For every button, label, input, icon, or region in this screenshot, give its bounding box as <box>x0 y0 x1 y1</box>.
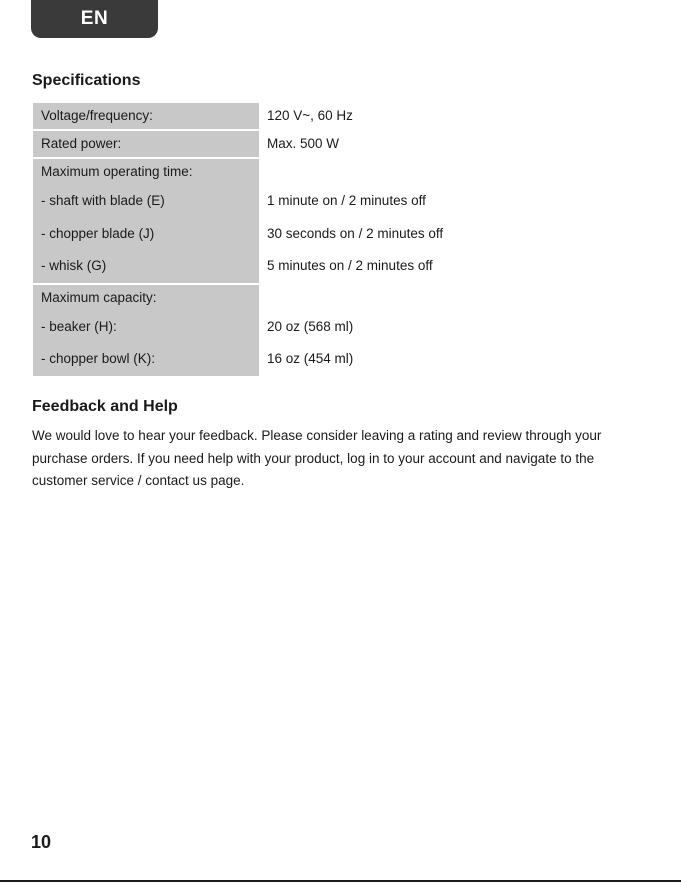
spec-label-cell <box>33 131 259 157</box>
spec-value-cell <box>259 159 473 283</box>
spec-sub-label: - whisk (G) <box>41 258 107 273</box>
spec-value: 120 V~, 60 Hz <box>267 108 353 123</box>
spec-row-power <box>33 131 473 157</box>
feedback-paragraph: We would love to hear your feedback. Please consider leaving a rating and review through your purchase orders. If you need help with your product, log in to your account and navigate to the customer service / contact us page. <box>32 428 602 488</box>
spec-sub-value: 5 minutes on / 2 minutes off <box>267 258 433 273</box>
spec-label-cell <box>33 159 259 283</box>
spec-label: Maximum operating time: <box>41 164 193 179</box>
spec-value-cell <box>259 131 473 157</box>
spec-sub-value: 30 seconds on / 2 minutes off <box>267 225 444 241</box>
spec-sub-label: - shaft with blade (E) <box>41 193 165 208</box>
spec-sub-value: 1 minute on / 2 minutes off <box>267 193 426 208</box>
spec-sub-label: - chopper bowl (K): <box>41 351 156 366</box>
spec-label-cell <box>33 285 259 376</box>
spec-sub-value: 16 oz (454 ml) <box>267 351 354 366</box>
feedback-heading: Feedback and Help <box>32 398 178 415</box>
specifications-table <box>33 103 473 378</box>
spec-sub-label: - chopper blade (J) <box>41 225 155 241</box>
spec-sub-value: 20 oz (568 ml) <box>267 318 354 334</box>
spec-row-voltage <box>33 103 473 129</box>
spacer <box>267 285 473 311</box>
specifications-heading: Specifications <box>32 72 141 89</box>
spec-sub-label: - beaker (H): <box>41 318 117 334</box>
spec-value-cell <box>259 285 473 376</box>
spacer <box>267 159 473 185</box>
spec-row-capacity <box>33 285 473 376</box>
spec-label: Rated power: <box>41 136 122 151</box>
spec-value: Max. 500 W <box>267 136 340 151</box>
page-number: 10 <box>31 832 52 852</box>
spec-value-cell <box>259 103 473 129</box>
language-tab: EN <box>31 0 158 38</box>
spec-label: Voltage/frequency: <box>41 108 153 123</box>
bottom-rule <box>0 880 681 882</box>
spec-label-cell <box>33 103 259 129</box>
spec-row-operating-time <box>33 159 473 283</box>
spec-label: Maximum capacity: <box>41 289 157 305</box>
